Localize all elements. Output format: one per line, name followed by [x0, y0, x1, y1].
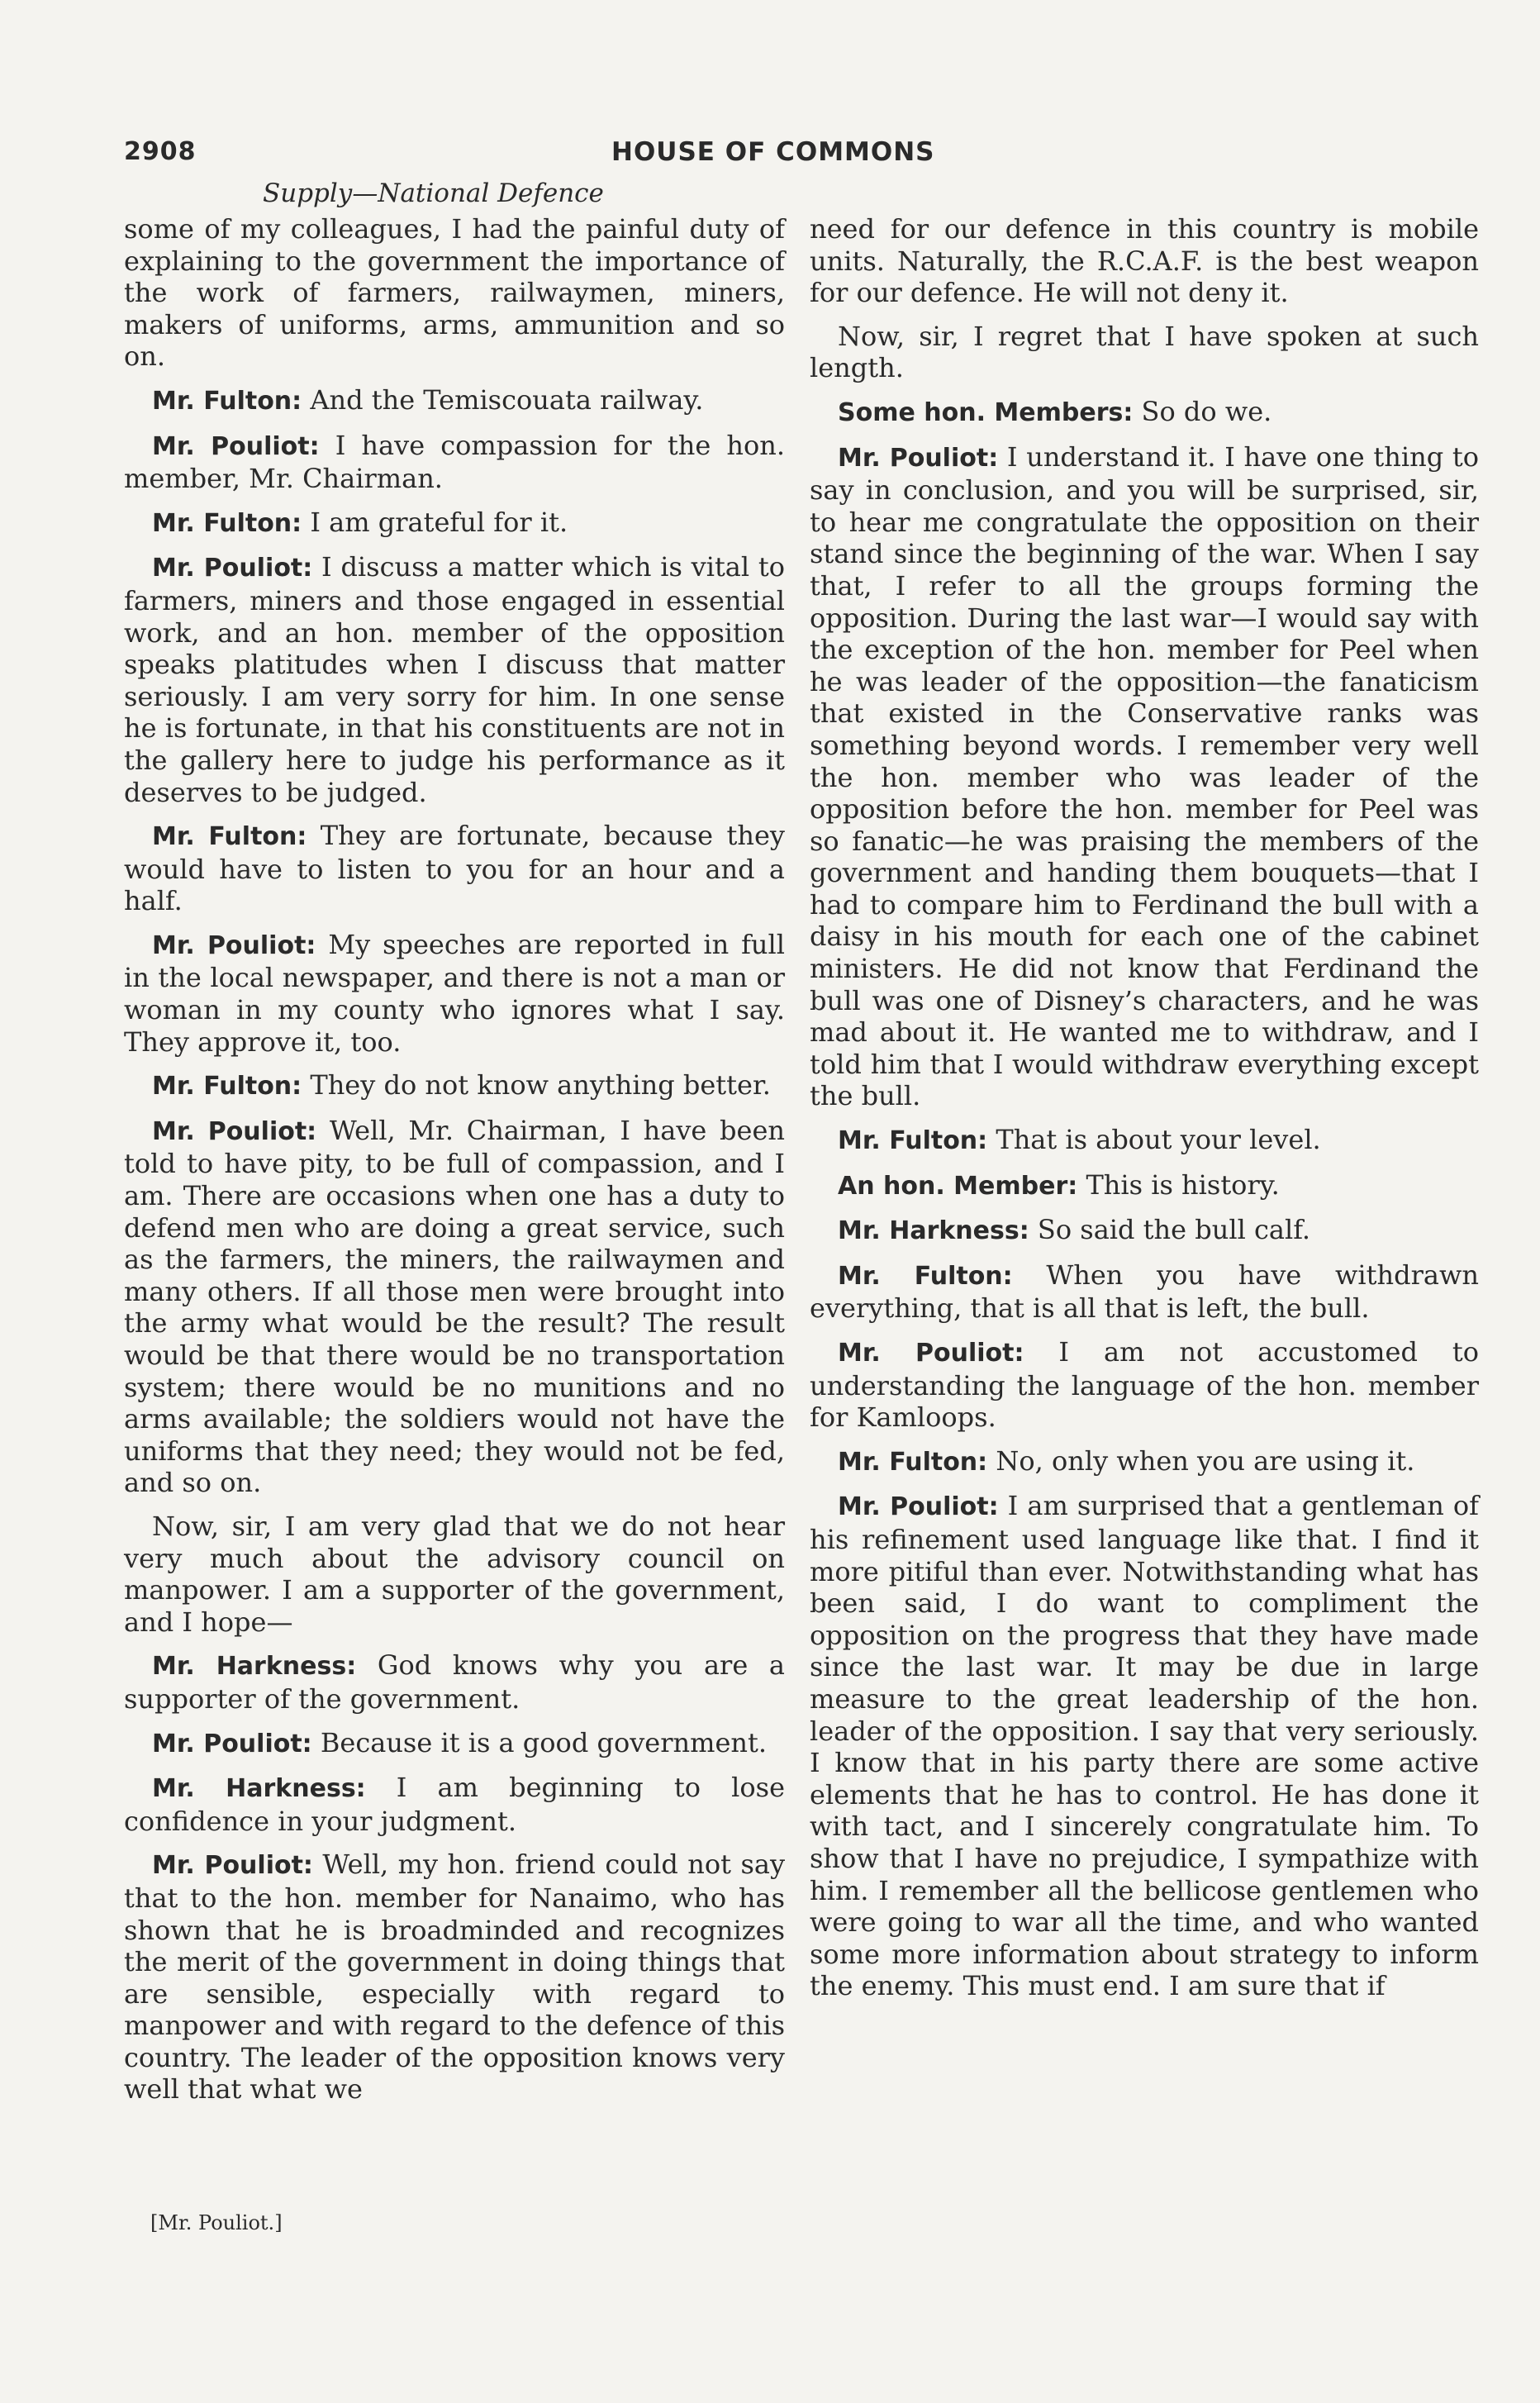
speaker-name: Mr. Harkness:: [152, 1652, 357, 1682]
paragraph-text: Now, sir, I regret that I have spoken at such length.: [810, 320, 1479, 384]
paragraph-text: They are fortunate, because they would have to listen to you for an hour and a half.: [124, 820, 785, 917]
speaker-name: An hon. Member:: [838, 1171, 1078, 1201]
paragraph: [810, 1124, 1479, 1158]
paragraph-text: My speeches are reported in full in the local newspaper, and there is not a man or woman in my county who ignores what I say. They approve it, too.: [124, 928, 786, 1058]
paragraph: [810, 1169, 1479, 1203]
speaker-name: Mr. Pouliot:: [152, 930, 316, 960]
paragraph-text: They do not know anything better.: [310, 1069, 771, 1102]
paragraph-text: some of my colleagues, I had the painful duty of explaining to the government the importance of the work of farmers, railwaymen, miners, makers of uniforms, arms, ammunition and so on.: [124, 213, 785, 373]
speaker-name: Mr. Pouliot:: [152, 1851, 313, 1881]
paragraph-text: Well, my hon. friend could not say that to the hon. member for Nanaimo, who has shown that he is broadminded and recognizes the merit of the government in doing things that are sensible, especially with regard to manpower and with regard to the defence of this country. The leader of the opposition knows very well that what we: [124, 1849, 786, 2106]
speaker-name: Mr. Fulton:: [152, 386, 302, 416]
paragraph-text: This is history.: [1086, 1168, 1280, 1201]
speaker-name: Mr. Harkness:: [838, 1216, 1029, 1246]
speaker-name: Mr. Fulton:: [152, 822, 307, 852]
speaker-name: Mr. Pouliot:: [838, 443, 999, 473]
left-column: [124, 213, 785, 2117]
paragraph-text: I am not accustomed to understanding the language of the hon. member for Kamloops.: [810, 1336, 1479, 1434]
paragraph-text: When you have withdrawn everything, that is all that is left, the bull.: [810, 1259, 1479, 1325]
paragraph-text: Well, Mr. Chairman, I have been told to have pity, to be full of compassion, and I am. There are occasions when one has a duty to defend men who are doing a great service, such as the farmers, the miners, the railwaymen and many others. If all those men were brought into the army what would be the result? The result would be that there would be no transportation system; there would be no munitions and no arms available; the soldiers would not have the uniforms that they need; they would not be fed, and so on.: [124, 1114, 786, 1499]
paragraph-text: God knows why you are a supporter of the government.: [124, 1649, 786, 1715]
paragraph: [124, 551, 785, 808]
paragraph-text: That is about your level.: [996, 1124, 1321, 1156]
paragraph: [810, 441, 1479, 1112]
speaker-name: Mr. Pouliot:: [152, 554, 313, 583]
speaker-name: Mr. Fulton:: [838, 1447, 988, 1477]
paragraph-text: I have compassion for the hon. member, Mr. Chairman.: [124, 429, 786, 495]
paragraph: [124, 929, 785, 1058]
paragraph: [124, 1115, 785, 1499]
paragraph-text: So said the bull calf.: [1037, 1214, 1311, 1246]
speaker-name: Mr. Pouliot:: [152, 1116, 317, 1146]
paragraph: [124, 820, 785, 917]
speaker-name: Some hon. Members:: [838, 397, 1134, 427]
paragraph: [810, 213, 1479, 309]
paragraph: [124, 1849, 785, 2106]
paragraph-text: And the Temiscouata railway.: [310, 383, 704, 416]
paragraph-text: need for our defence in this country is mobile units. Naturally, the R.C.A.F. is the best weapon for our defence. He will not deny it.: [810, 213, 1479, 309]
speaker-name: Mr. Pouliot:: [838, 1339, 1024, 1368]
page-title: HOUSE OF COMMONS: [611, 137, 935, 167]
paragraph: [124, 384, 785, 418]
paragraph: [810, 1490, 1479, 2002]
speaker-name: Mr. Pouliot:: [152, 1729, 312, 1758]
paragraph-text: No, only when you are using it.: [996, 1444, 1415, 1477]
paragraph: [810, 1214, 1479, 1248]
speaker-name: Mr. Pouliot:: [152, 431, 320, 461]
paragraph: [124, 507, 785, 540]
paragraph-text: Because it is a good government.: [320, 1726, 768, 1758]
paragraph-text: I am surprised that a gentleman of his refinement used language like that. I find it more pitiful than ever. Notwithstanding what has been said, I do want to compliment the opposition on the progress that they have made since the last war. It may be due in large measure to the great leadership of the hon. leader of the opposition. I say that very seriously. I know that in his party there are some active elements that he has to control. He has done it with tact, and I sincerely congratulate him. To show that I have no prejudice, I sympathize with him. I remember all the bellicose gentlemen who were going to war all the time, and who wanted some more information about strategy to inform the enemy. This must end. I am sure that if: [810, 1490, 1480, 2002]
paragraph-text: I am beginning to lose confidence in your judgment.: [124, 1772, 785, 1837]
paragraph: [124, 213, 785, 373]
paragraph-text: So do we.: [1141, 395, 1272, 427]
speaker-name: Mr. Pouliot:: [838, 1492, 999, 1522]
page-number: 2908: [124, 137, 197, 166]
paragraph: [124, 1727, 785, 1761]
paragraph: [124, 1069, 785, 1103]
speaker-name: Mr. Harkness:: [152, 1774, 366, 1804]
paragraph: [124, 1649, 785, 1715]
paragraph: [124, 430, 785, 495]
paragraph: [810, 1445, 1479, 1479]
speaker-attribution: [Mr. Pouliot.]: [150, 2211, 283, 2234]
paragraph: [124, 1772, 785, 1837]
speaker-name: Mr. Fulton:: [838, 1126, 988, 1156]
paragraph: [810, 396, 1479, 430]
paragraph: [810, 1336, 1479, 1434]
paragraph-text: I understand it. I have one thing to say in conclusion, and you will be surprised, sir, to hear me congratulate the opposition on their stand since the beginning of the war. When I say that, I refer to all the groups forming the opposition. During the last war—I would say with the exception of the hon. member for Peel when he was leader of the opposition—the fanaticism that existed in the Conservative ranks was something beyond words. I remember very well the hon. member who was leader of the opposition before the hon. member for Peel was so fanatic—he was praising the members of the government and handing them bouquets—that I had to compare him to Ferdinand the bull with a daisy in his mouth for each one of the cabinet ministers. He did not know that Ferdinand the bull was one of Disney’s characters, and he was mad about it. He wanted me to withdraw, and I told him that I would withdraw everything except the bull.: [810, 440, 1480, 1112]
paragraph-text: I discuss a matter which is vital to farmers, miners and those engaged in essential work, and an hon. member of the opposition speaks platitudes when I discuss that matter seriously. I am very sorry for him. In one sense he is fortunate, in that his constituents are not in the gallery here to judge his performance as it deserves to be judged.: [124, 551, 786, 808]
paragraph: [810, 321, 1479, 384]
right-column: [810, 213, 1479, 2014]
paragraph: [124, 1511, 785, 1638]
speaker-name: Mr. Fulton:: [152, 1072, 302, 1102]
paragraph: [810, 1259, 1479, 1325]
paragraph-text: I am grateful for it.: [310, 506, 568, 538]
paragraph-text: Now, sir, I am very glad that we do not hear very much about the advisory council on manpower. I am a supporter of the government, and I hope—: [124, 1510, 785, 1638]
speaker-name: Mr. Fulton:: [838, 1261, 1013, 1291]
section-heading: Supply—National Defence: [263, 178, 604, 208]
speaker-name: Mr. Fulton:: [152, 508, 302, 538]
